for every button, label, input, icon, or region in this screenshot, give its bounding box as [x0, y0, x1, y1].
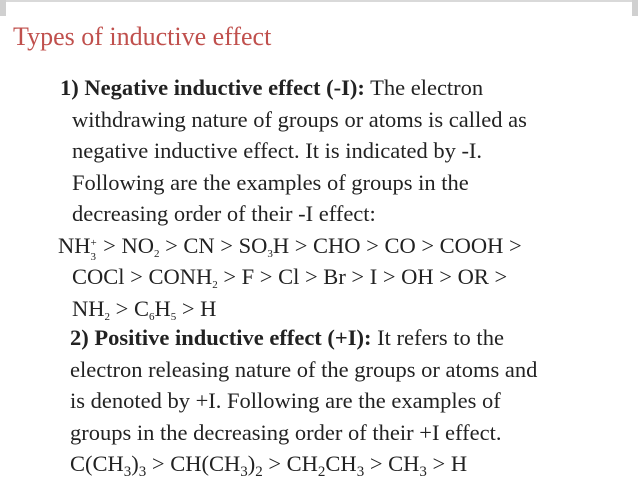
slide-corner-right: [632, 0, 638, 16]
order-token: > H: [176, 295, 217, 321]
order-token: > NO: [97, 232, 154, 258]
positive-text-3: is denoted by +I. Following are the examples of: [70, 388, 501, 413]
order-token: > CH: [262, 451, 318, 476]
negative-heading: 1) Negative inductive effect (-I):: [60, 75, 365, 100]
subscript: 2: [255, 464, 263, 480]
positive-order-line: [70, 448, 638, 480]
positive-text-2: electron releasing nature of the groups or atoms and: [70, 356, 538, 382]
negative-text-5: decreasing order of their -I effect:: [72, 201, 376, 226]
subscript: 3: [123, 464, 132, 480]
positive-inductive-section: [70, 322, 638, 480]
negative-order-line-3: [60, 293, 630, 325]
subscript: 6: [148, 310, 155, 323]
order-token: COCl > CONH: [72, 264, 213, 289]
order-token: ): [131, 451, 139, 476]
slide-title: Types of inductive effect: [13, 22, 272, 51]
order-token: NH: [58, 232, 91, 258]
positive-heading: 2) Positive inductive effect (+I):: [70, 325, 372, 350]
order-token: > C: [110, 295, 149, 321]
order-token: H: [154, 295, 171, 321]
subscript: 2: [317, 464, 326, 480]
order-token: > CH(CH: [146, 451, 241, 476]
negative-text-2: withdrawing nature of groups or atoms is called as: [72, 106, 527, 132]
order-token: > H: [426, 451, 468, 476]
order-token: CH: [325, 451, 357, 476]
subscript: 2: [212, 279, 218, 291]
subscript: 3: [419, 464, 427, 480]
order-token: C(CH: [70, 451, 124, 476]
positive-text-1: It refers to the: [371, 325, 504, 350]
negative-order-line-1: NH + 3 > $NO_2$ > CN > $SO_3H$ > CHO > CO > COOH >: [58, 232, 522, 263]
negative-inductive-section: [60, 72, 630, 324]
order-token: > F > Cl > Br > I > OH > OR >: [217, 264, 508, 289]
subscript: 3: [356, 464, 365, 480]
subscript: 3: [138, 464, 147, 480]
subscript: 2: [153, 247, 160, 260]
order-token: ): [247, 451, 256, 476]
subscript: 3: [240, 464, 248, 480]
subscript: 2: [104, 310, 110, 323]
subscript: 3: [267, 247, 273, 260]
order-token: NH: [72, 295, 105, 321]
slide-top-border: [0, 0, 638, 2]
negative-text-1: The electron: [364, 75, 484, 100]
slide-corner-left: [0, 0, 6, 16]
positive-heading-line: [70, 322, 638, 354]
negative-heading-line: [60, 72, 630, 104]
order-token: > CH: [364, 451, 420, 476]
negative-text-4: Following are the examples of groups in the: [72, 169, 469, 195]
subscript: 5: [170, 310, 177, 323]
order-token: H > CHO > CO > COOH >: [272, 232, 522, 258]
negative-order-line-2: [60, 261, 630, 293]
positive-text-4: groups in the decreasing order of their +I effect.: [70, 419, 502, 445]
order-token: > CN > SO: [159, 232, 268, 258]
negative-text-3: negative inductive effect. It is indicated by -I.: [72, 138, 483, 163]
